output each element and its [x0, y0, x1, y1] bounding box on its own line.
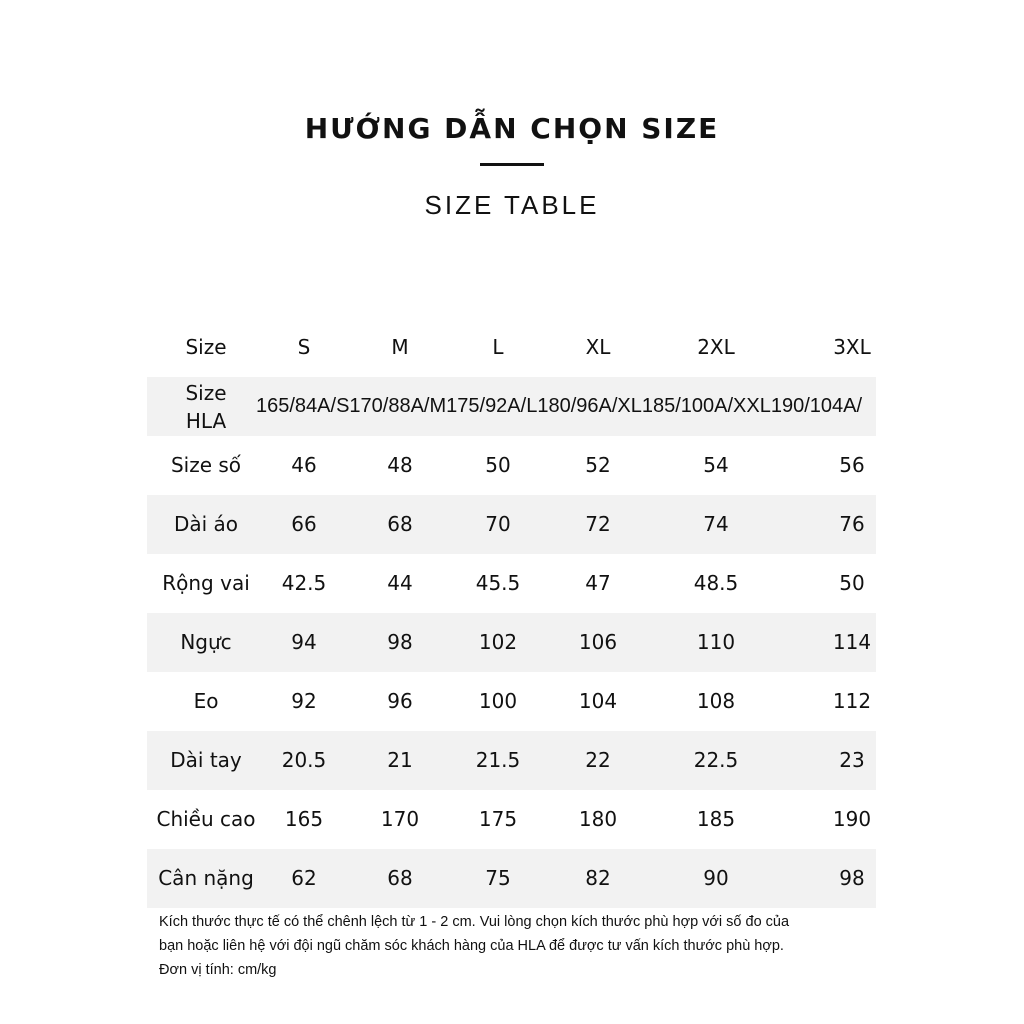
page-title: HƯỚNG DẪN CHỌN SIZE — [304, 112, 720, 145]
table-cell: 76 — [839, 512, 865, 536]
table-cell: 92 — [291, 689, 317, 713]
table-cell: 46 — [291, 453, 317, 477]
table-cell: 108 — [696, 689, 736, 713]
row-label: Ngực — [180, 630, 232, 654]
row-label: Chiều cao — [156, 807, 256, 831]
table-cell: 74 — [703, 512, 729, 536]
table-cell: 112 — [832, 689, 872, 713]
table-cell: 66 — [291, 512, 317, 536]
table-cell: 102 — [478, 630, 518, 654]
table-row — [147, 849, 876, 908]
table-row — [147, 731, 876, 790]
table-cell: 47 — [585, 571, 611, 595]
table-row — [147, 495, 876, 554]
table-cell: 21 — [387, 748, 413, 772]
table-cell: 96 — [387, 689, 413, 713]
table-cell: 190 — [832, 807, 872, 831]
table-cell: 20.5 — [281, 748, 327, 772]
table-cell: 21.5 — [475, 748, 521, 772]
table-cell: 94 — [291, 630, 317, 654]
table-cell: 175 — [478, 807, 518, 831]
row-label: Eo — [193, 689, 219, 713]
table-cell: 68 — [387, 866, 413, 890]
table-cell: 185 — [696, 807, 736, 831]
table-header-row — [147, 318, 876, 377]
row-label: Size — [185, 335, 227, 359]
table-cell: 50 — [485, 453, 511, 477]
table-cell: 3XL — [833, 335, 871, 359]
table-row — [147, 554, 876, 613]
table-cell: 110 — [696, 630, 736, 654]
row-label: Cân nặng — [158, 866, 254, 890]
table-cell: 180 — [578, 807, 618, 831]
row-label — [185, 379, 226, 435]
table-cell: 98 — [387, 630, 413, 654]
table-row — [147, 790, 876, 849]
table-cell: 54 — [703, 453, 729, 477]
table-cell: 42.5 — [281, 571, 327, 595]
page-subtitle: SIZE TABLE — [424, 190, 600, 220]
row-label: Dài áo — [173, 512, 239, 536]
table-cell: 44 — [387, 571, 413, 595]
table-row — [147, 672, 876, 731]
row-label: Rộng vai — [162, 571, 250, 595]
table-cell: 22.5 — [693, 748, 739, 772]
footnote-line: bạn hoặc liên hệ với đội ngũ chăm sóc khách hàng của HLA để được tư vấn kích thước phù hợp. — [159, 938, 784, 954]
table-cell: 50 — [839, 571, 865, 595]
unit-note: Đơn vị tính: cm/kg — [159, 962, 277, 978]
table-cell: 165 — [284, 807, 324, 831]
table-cell: 75 — [485, 866, 511, 890]
table-cell: 70 — [485, 512, 511, 536]
table-cell: S — [297, 335, 311, 359]
row-label: Size số — [170, 453, 242, 477]
table-cell: 62 — [291, 866, 317, 890]
table-cell: 2XL — [697, 335, 735, 359]
footnote-line: Kích thước thực tế có thể chênh lệch từ 1 - 2 cm. Vui lòng chọn kích thước phù hợp với số đo của — [159, 914, 790, 930]
table-cell: XL — [585, 335, 611, 359]
table-cell: 48.5 — [693, 571, 739, 595]
table-cell: M — [391, 335, 409, 359]
table-cell: 170 — [380, 807, 420, 831]
table-cell: 56 — [839, 453, 865, 477]
table-cell: 98 — [839, 866, 865, 890]
table-cell: 22 — [585, 748, 611, 772]
table-cell: 82 — [585, 866, 611, 890]
table-cell: 48 — [387, 453, 413, 477]
table-cell: 52 — [585, 453, 611, 477]
table-cell: 23 — [839, 748, 865, 772]
table-cell: 90 — [703, 866, 729, 890]
table-row-size-hla — [147, 377, 876, 436]
row-label-line: HLA — [185, 409, 227, 433]
table-cell: 104 — [578, 689, 618, 713]
table-cell: 45.5 — [475, 571, 521, 595]
title-divider — [480, 163, 544, 166]
table-cell: 106 — [578, 630, 618, 654]
table-cell: 100 — [478, 689, 518, 713]
table-cell: 72 — [585, 512, 611, 536]
table-row — [147, 613, 876, 672]
table-cell: 114 — [832, 630, 872, 654]
size-table — [147, 318, 876, 908]
size-hla-value: 165/84A/S170/88A/M175/92A/L180/96A/XL185/100A/XXL190/104A/ — [256, 395, 863, 417]
table-cell: L — [492, 335, 504, 359]
table-row — [147, 436, 876, 495]
row-label: Dài tay — [170, 748, 242, 772]
footnote — [159, 910, 879, 982]
row-label-line: Size — [185, 381, 227, 405]
table-cell: 68 — [387, 512, 413, 536]
